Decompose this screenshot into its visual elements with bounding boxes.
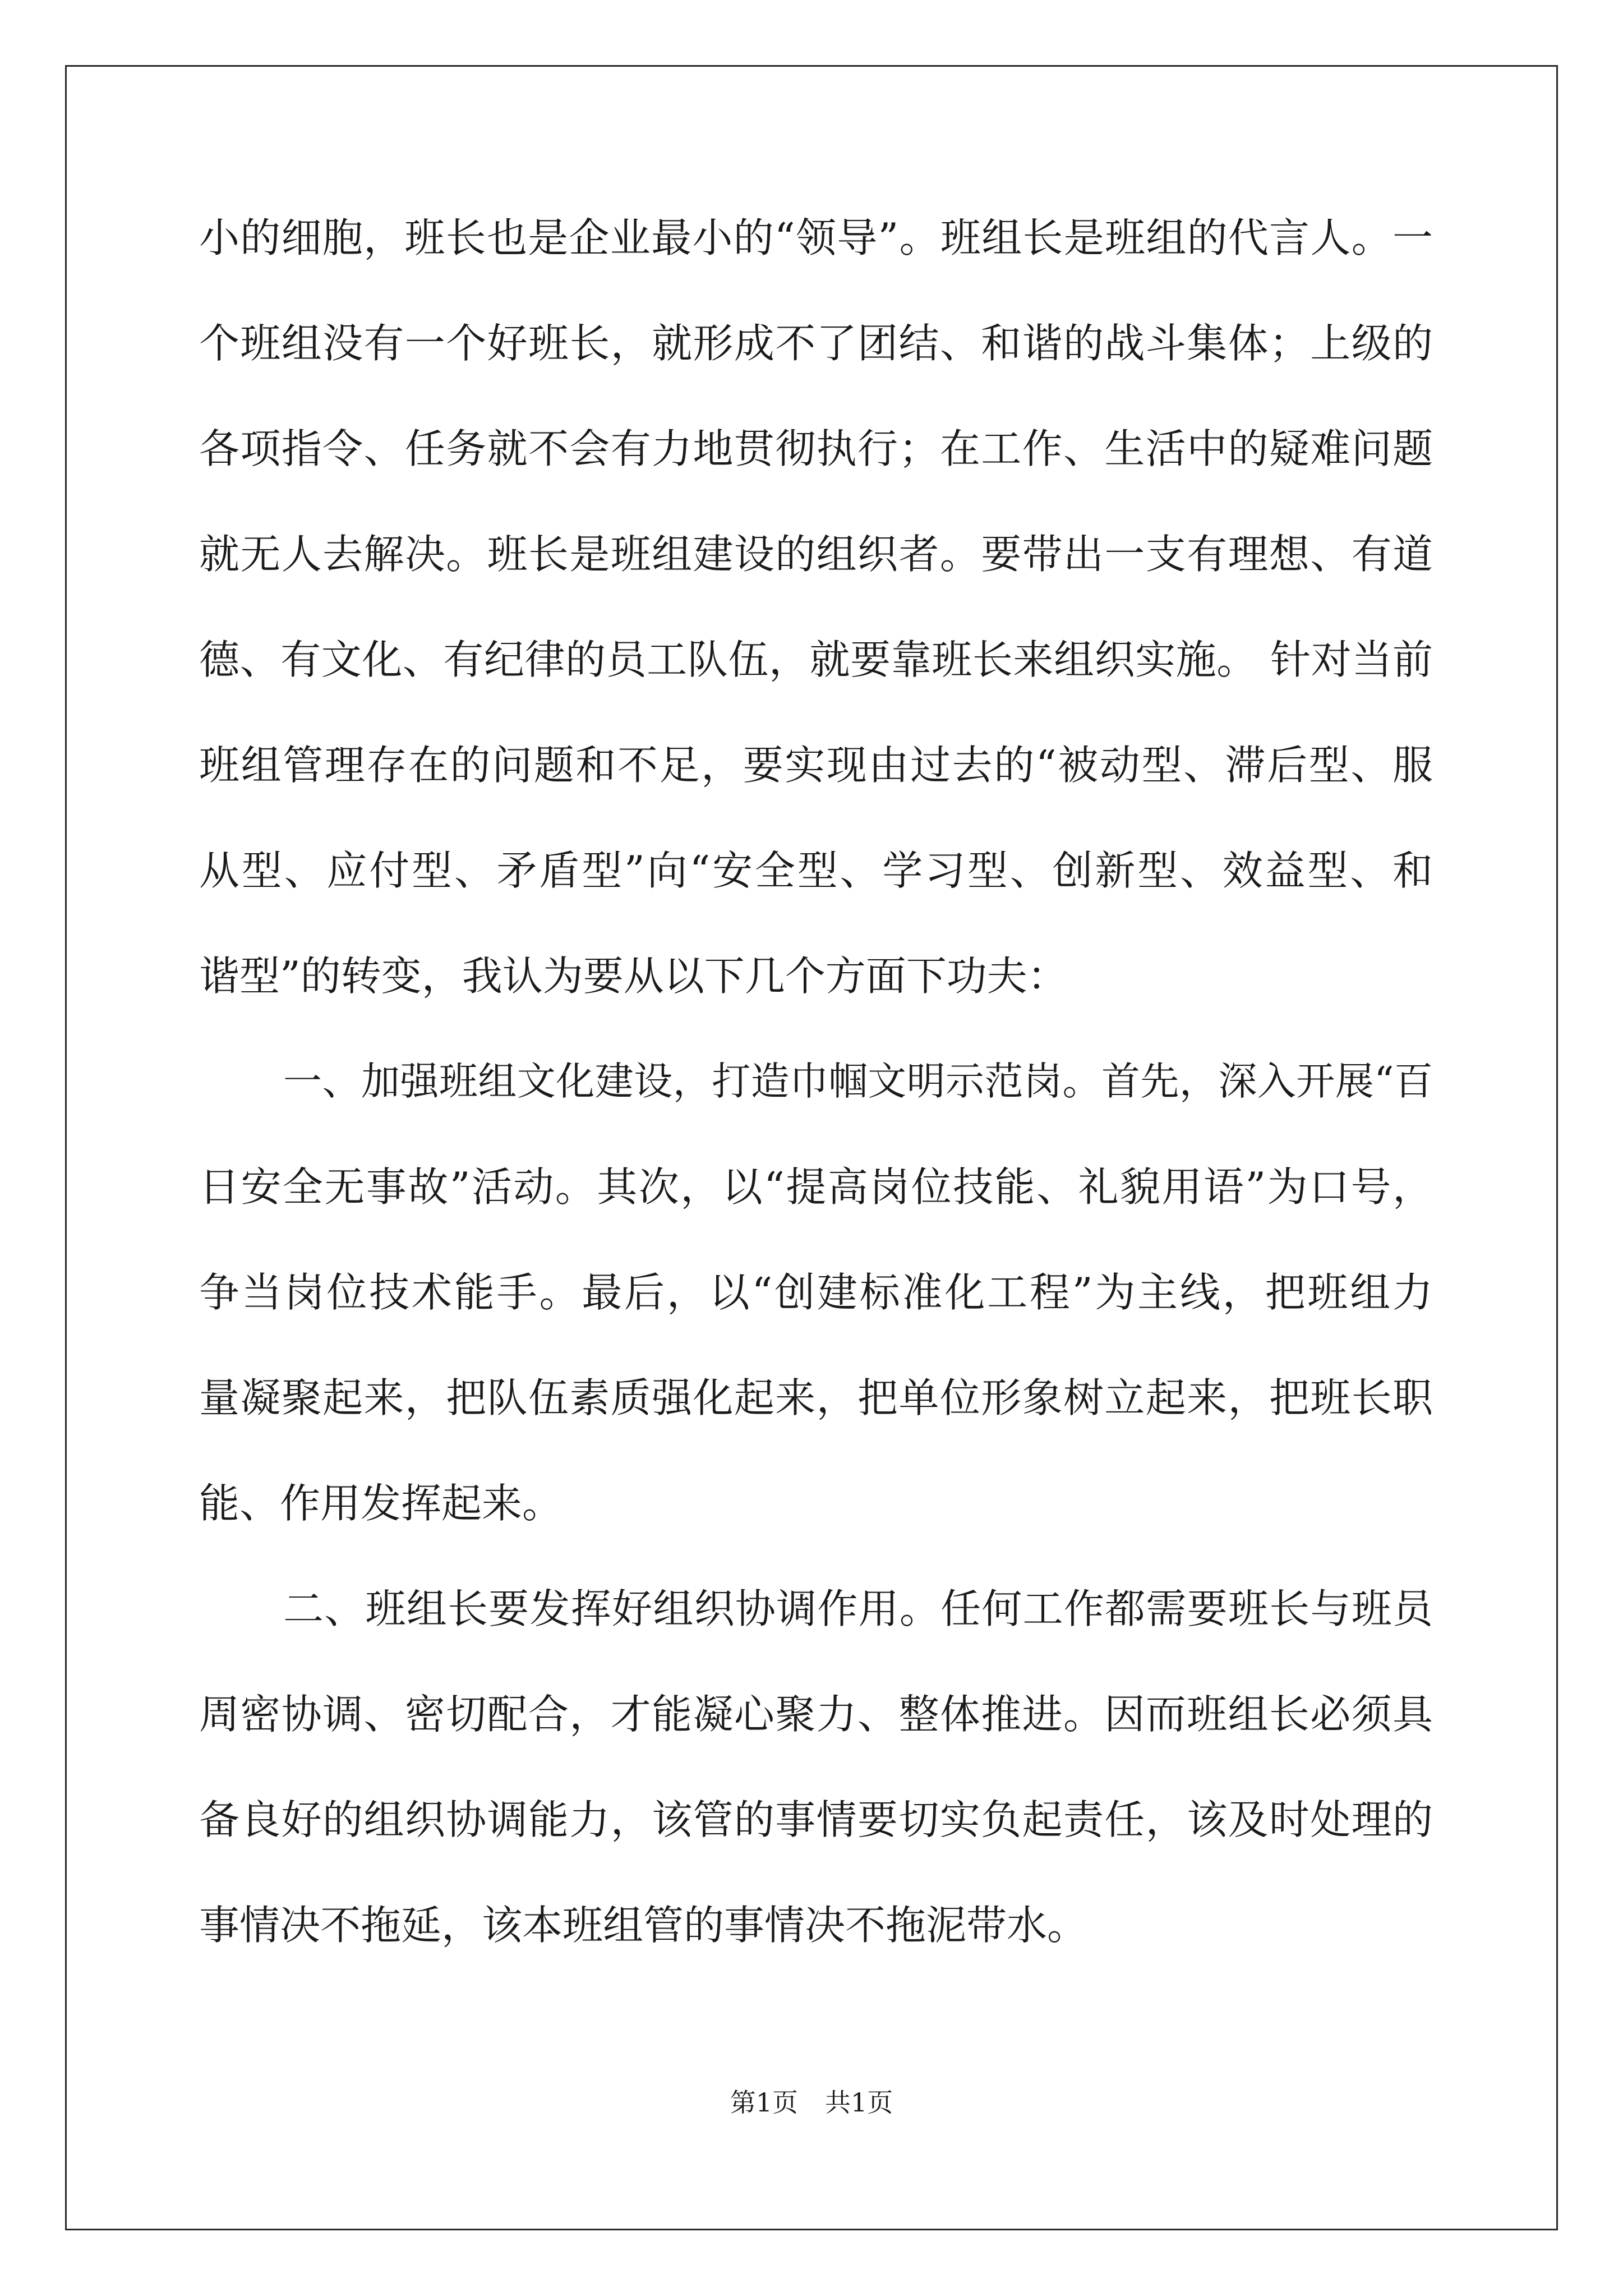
page-number: 第1页: [730, 2087, 798, 2118]
text-line: 争当岗位技术能手。最后，以“创建标准化工程”为主线，把班组力: [199, 1269, 1433, 1316]
text-line: 小的细胞，班长也是企业最小的“领导”。班组长是班组的代言人。一: [199, 214, 1433, 261]
text-line: 谐型”的转变，我认为要从以下几个方面下功夫：: [199, 953, 1068, 1000]
text-line: 就无人去解决。班长是班组建设的组织者。要带出一支有理想、有道: [199, 531, 1433, 578]
text-line: 周密协调、密切配合，才能凝心聚力、整体推进。因而班组长必须具: [199, 1691, 1433, 1738]
text-line: 德、有文化、有纪律的员工队伍，就要靠班长来组织实施。 针对当前: [199, 636, 1433, 683]
text-line: 从型、应付型、矛盾型”向“安全型、学习型、创新型、效益型、和: [199, 847, 1433, 894]
text-line: 日安全无事故”活动。其次，以“提高岗位技能、礼貌用语”为口号，: [199, 1163, 1433, 1211]
text-line: 能、作用发挥起来。: [199, 1480, 563, 1527]
text-line: 备良好的组织协调能力，该管的事情要切实负起责任，该及时处理的: [199, 1796, 1433, 1843]
document-body: [199, 185, 1433, 1978]
text-line: 各项指令、任务就不会有力地贯彻执行；在工作、生活中的疑难问题: [199, 425, 1433, 472]
text-line: 班组管理存在的问题和不足，要实现由过去的“被动型、滞后型、服: [199, 742, 1433, 789]
section-heading-line: 二、班组长要发挥好组织协调作用。任何工作都需要班长与班员: [283, 1585, 1433, 1632]
page-footer: [0, 2086, 1623, 2119]
text-line: 事情决不拖延，该本班组管的事情决不拖泥带水。: [199, 1902, 1088, 1949]
page-total: 共1页: [825, 2087, 893, 2118]
text-line: 个班组没有一个好班长，就形成不了团结、和谐的战斗集体；上级的: [199, 320, 1433, 367]
section-heading-line: 一、加强班组文化建设，打造巾帼文明示范岗。首先，深入开展“百: [283, 1059, 1433, 1104]
text-line: 量凝聚起来，把队伍素质强化起来，把单位形象树立起来，把班长职: [199, 1374, 1433, 1421]
